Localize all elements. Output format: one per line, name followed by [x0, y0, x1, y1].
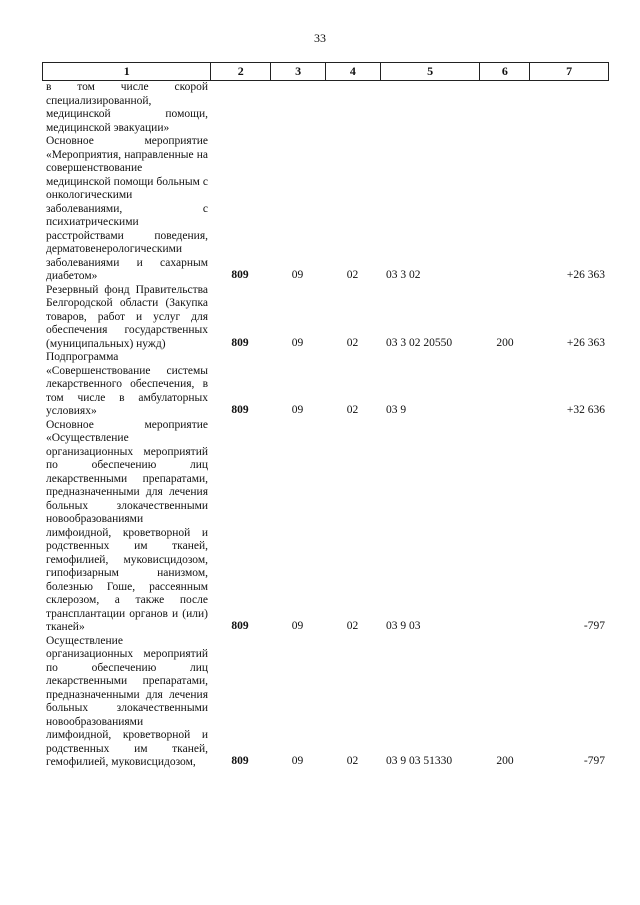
row-expense-type: [480, 634, 530, 635]
header-col-2: 2: [210, 63, 270, 80]
row-description: Осуществление организационных мероприятий по обеспечению лиц лекарственными препаратами, предназначенными для лечения больных злокачественными новообразованиями лимфоидной, кроветворной и родственных им тканей, гемофилией, муковисцидозом,: [46, 634, 208, 768]
row-description: Подпрограмма «Совершенствование системы лекарственного обеспечения, в том числе в амбулаторных условиях»: [46, 351, 208, 417]
table-row: [42, 135, 609, 284]
row-description: Основное мероприятие «Мероприятия, направленные на совершенствование медицинской помощи больным с онкологическими заболеваниями, с психиатрическими расстройствами поведения, дерматовенерологическими заболеваниями и сахарным диабетом»: [46, 135, 208, 282]
row-expense-type: [480, 283, 530, 284]
header-col-3: 3: [270, 63, 325, 80]
row-grbs-code: 809: [231, 755, 249, 767]
row-subsection-code: 02: [346, 404, 359, 416]
row-section-code: 09: [291, 404, 304, 416]
row-target-article: 03 9 03: [386, 620, 421, 632]
row-subsection-code: 02: [346, 269, 359, 281]
row-section-code: 09: [291, 755, 304, 767]
row-expense-type: [480, 134, 530, 135]
row-grbs-code: 809: [231, 269, 249, 281]
row-subsection-code: [325, 134, 380, 135]
row-grbs-code: 809: [231, 336, 249, 349]
row-section-code: [270, 134, 325, 135]
row-amount: -797: [583, 620, 605, 632]
table-row: [42, 81, 609, 135]
table-row: [42, 284, 609, 352]
row-grbs-code: 809: [231, 404, 249, 416]
table-row: [42, 419, 609, 635]
row-expense-type: 200: [496, 755, 514, 767]
header-col-6: 6: [479, 63, 529, 80]
row-amount: -797: [583, 755, 605, 767]
header-col-4: 4: [325, 63, 380, 80]
table-row: [42, 351, 609, 419]
row-section-code: 09: [291, 620, 304, 632]
row-amount: +26 363: [566, 336, 605, 349]
row-grbs-code: [210, 134, 270, 135]
row-expense-type: [480, 418, 530, 419]
row-grbs-code: 809: [231, 620, 249, 632]
row-expense-type: 200: [496, 336, 514, 349]
table-body: [42, 81, 609, 770]
row-amount: +26 363: [566, 269, 605, 281]
table-row: [42, 635, 609, 770]
page-number: 33: [314, 31, 326, 45]
row-target-article: 03 3 02: [386, 269, 421, 281]
row-section-code: 09: [291, 336, 304, 349]
row-target-article: [380, 134, 480, 135]
row-description: Резервный фонд Правительства Белгородской области (Закупка товаров, работ и услуг для обеспечения государственных (муниципальных) нужд): [46, 283, 208, 350]
header-col-1: 1: [123, 64, 130, 78]
row-amount: [530, 134, 609, 135]
row-subsection-code: 02: [346, 336, 359, 349]
budget-table: [42, 62, 609, 770]
row-subsection-code: 02: [346, 620, 359, 632]
header-col-5: 5: [380, 63, 480, 80]
row-target-article: 03 9: [386, 404, 407, 416]
row-target-article: 03 9 03 51330: [386, 755, 453, 767]
row-subsection-code: 02: [346, 755, 359, 767]
row-target-article: 03 3 02 20550: [386, 336, 453, 349]
row-amount: +32 636: [566, 404, 605, 416]
table-header: [42, 62, 609, 81]
row-description: в том числе скорой специализированной, медицинской помощи, медицинской эвакуации»: [46, 81, 208, 134]
header-col-7: 7: [529, 63, 608, 80]
row-section-code: 09: [291, 269, 304, 281]
row-description: Основное мероприятие «Осуществление организационных мероприятий по обеспечению лиц лекарственными препаратами, предназначенными для лечения больных злокачественными новообразованиями лимфоидной, кроветворной и родственных им тканей, гемофилией, муковисцидозом, гипофизарным нанизмом, болезнью Гоше, рассеянным склерозом, а также после трансплантации органов и (или) тканей»: [46, 418, 208, 633]
